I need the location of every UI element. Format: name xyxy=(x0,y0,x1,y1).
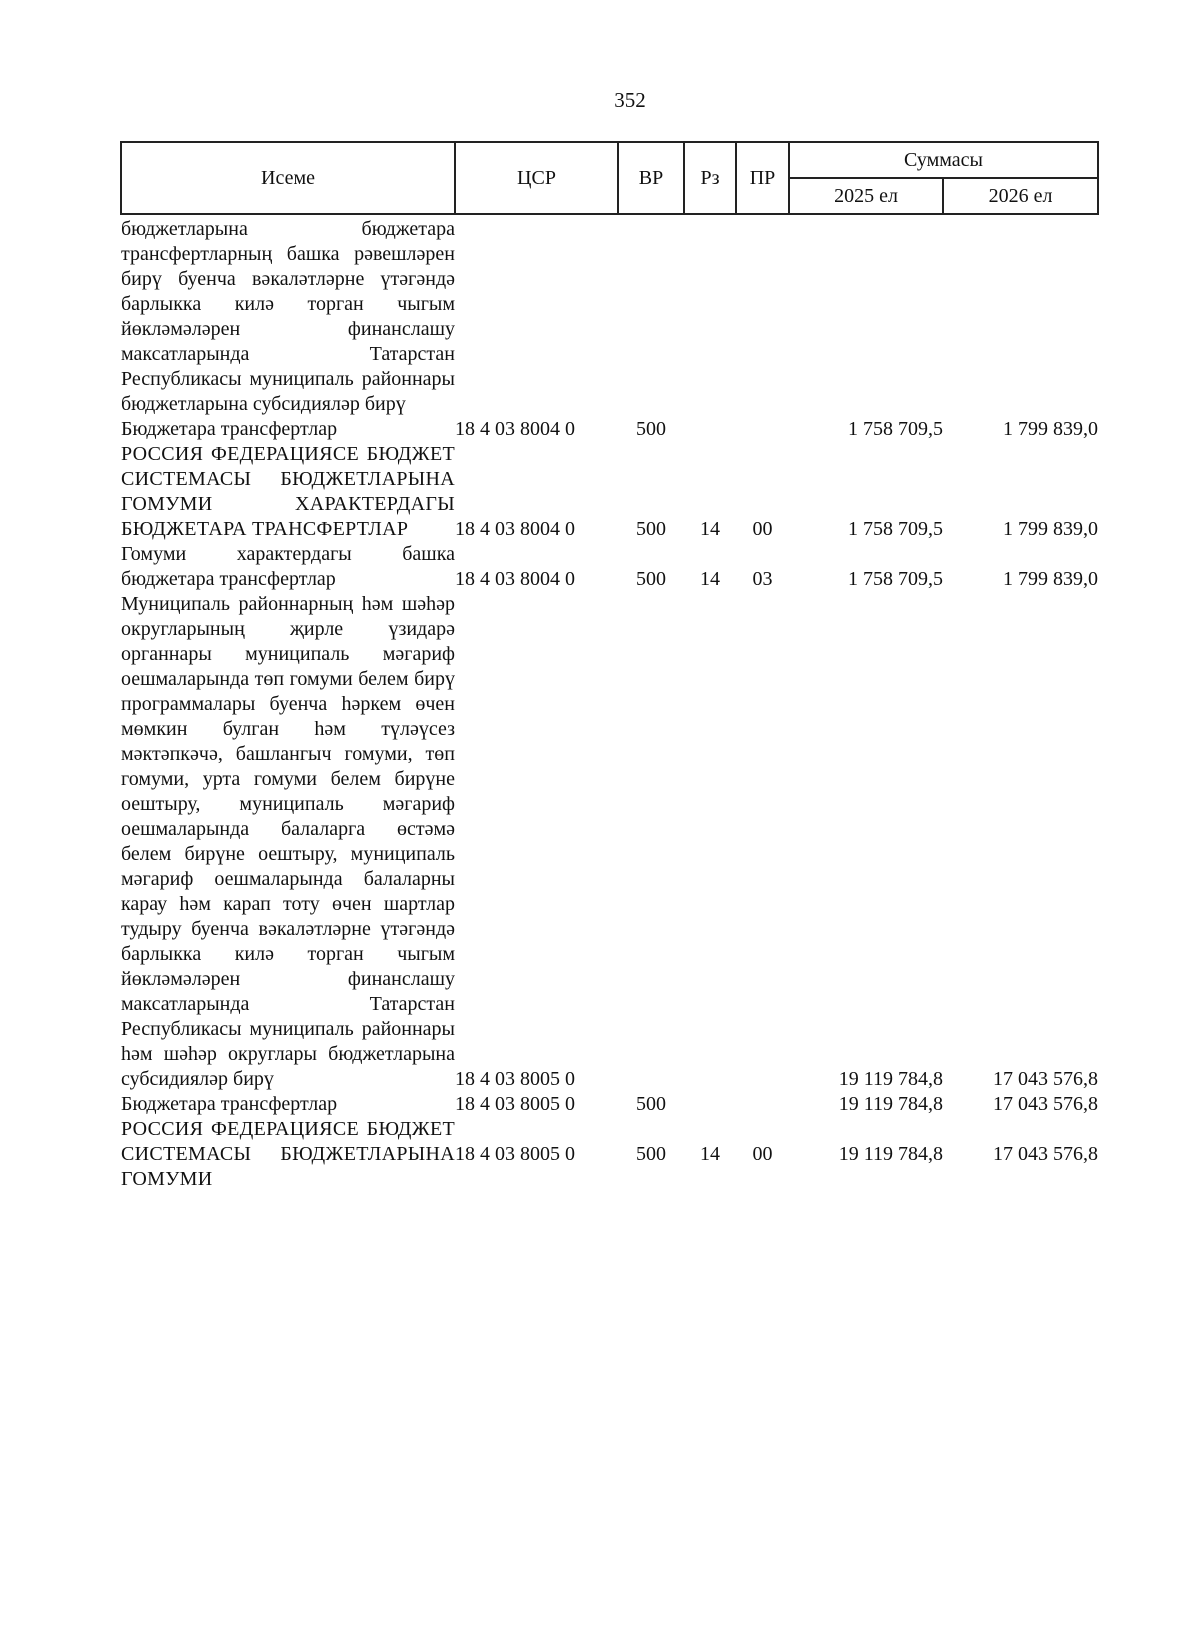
header-sums: Суммасы xyxy=(789,142,1098,178)
row-csr: 18 4 03 8005 0 xyxy=(455,1143,575,1165)
row-rz xyxy=(684,592,736,1092)
row-sum-2025: 19 119 784,8 xyxy=(838,1093,943,1115)
header-pr: ПР xyxy=(736,142,789,214)
row-name: РОССИЯ ФЕДЕРАЦИЯСЕ БЮДЖЕТ СИСТЕМАСЫ БЮДЖЕТЛАРЫНА ГОМУМИ xyxy=(121,1118,455,1190)
row-csr: 18 4 03 8004 0 xyxy=(455,568,575,590)
table-header xyxy=(121,142,1098,214)
row-rz: 14 xyxy=(700,568,720,590)
row-rz xyxy=(684,417,736,442)
row-csr xyxy=(455,214,618,417)
row-vr xyxy=(618,214,684,417)
header-name: Исеме xyxy=(121,142,455,214)
row-sum-2025: 19 119 784,8 xyxy=(838,1143,943,1165)
row-vr: 500 xyxy=(636,1143,666,1165)
table-row xyxy=(121,417,1098,442)
row-name: Муниципаль районнарның һәм шәһәр округларының җирле үзидарә органнары муниципаль мәгариф оешмаларында төп гомуми белем бирү программалары буенча һәркем өчен мөмкин булган һәм түләүсез мәктәпкәчә, башлангыч гомуми, төп гомуми, урта гомуми белем бирүне оештыру, муниципаль мәгариф оешмаларында балаларга өстәмә белем бирүне оештыру, муниципаль мәгариф оешмаларында балаларны карау һәм карап тоту өчен шартлар тудыру буенча вәкаләтләрне үтәгәндә барлыкка килә торган чыгым йөкләмәләрен финанслашу максатларында Татарстан Республикасы муниципаль районнары һәм шәһәр округлары бюджетларына субсидияләр бирү xyxy=(121,593,455,1090)
row-vr: 500 xyxy=(636,568,666,590)
row-rz xyxy=(684,214,736,417)
row-sum-2026: 17 043 576,8 xyxy=(993,1093,1098,1115)
row-pr: 03 xyxy=(752,568,773,590)
row-name: бюджетларына бюджетара трансфертларның башка рәвешләрен бирү буенча вәкаләтләрне үтәгәндә барлыкка килә торган чыгым йөкләмәләрен финанслашу максатларында Татарстан Республикасы муниципаль районнары бюджетларына субсидияләр бирү xyxy=(121,218,455,415)
header-rz: Рз xyxy=(684,142,736,214)
row-rz: 14 xyxy=(700,1143,720,1165)
table-row xyxy=(121,214,1098,417)
table-row xyxy=(121,442,1098,542)
row-pr xyxy=(736,214,789,417)
row-vr: 500 xyxy=(636,1093,666,1115)
row-vr: 500 xyxy=(636,418,666,440)
page-number: 352 xyxy=(614,88,646,112)
row-sum-2025: 1 758 709,5 xyxy=(848,418,943,440)
row-csr: 18 4 03 8004 0 xyxy=(455,418,575,440)
row-sum-2026: 17 043 576,8 xyxy=(993,1068,1098,1090)
row-sum-2026 xyxy=(943,214,1098,417)
header-year-2025: 2025 ел xyxy=(789,178,943,214)
row-pr: 00 xyxy=(752,518,773,540)
row-name: Бюджетара трансфертлар xyxy=(121,1093,338,1115)
row-vr: 500 xyxy=(636,518,666,540)
row-pr xyxy=(736,1092,789,1117)
row-csr: 18 4 03 8005 0 xyxy=(455,1068,575,1090)
row-sum-2026: 1 799 839,0 xyxy=(1003,568,1098,590)
header-vr: ВР xyxy=(618,142,684,214)
row-name: Гомуми характердагы башка бюджетара трансфертлар xyxy=(121,543,455,590)
row-pr xyxy=(736,592,789,1092)
table-row xyxy=(121,1117,1098,1192)
row-vr xyxy=(618,592,684,1092)
row-rz xyxy=(684,1092,736,1117)
row-sum-2026: 1 799 839,0 xyxy=(1003,518,1098,540)
table-row xyxy=(121,542,1098,592)
row-sum-2026: 1 799 839,0 xyxy=(1003,418,1098,440)
row-name: РОССИЯ ФЕДЕРАЦИЯСЕ БЮДЖЕТ СИСТЕМАСЫ БЮДЖЕТЛАРЫНА ГОМУМИ ХАРАКТЕРДАГЫ БЮДЖЕТАРА ТРАНСФЕРТЛАР xyxy=(121,443,455,540)
row-rz: 14 xyxy=(700,518,720,540)
row-sum-2026: 17 043 576,8 xyxy=(993,1143,1098,1165)
row-sum-2025: 1 758 709,5 xyxy=(848,568,943,590)
budget-table xyxy=(120,141,1099,1192)
row-sum-2025 xyxy=(789,214,943,417)
row-csr: 18 4 03 8004 0 xyxy=(455,518,575,540)
row-pr: 00 xyxy=(752,1143,773,1165)
table-row xyxy=(121,592,1098,1092)
row-pr xyxy=(736,417,789,442)
row-sum-2025: 19 119 784,8 xyxy=(838,1068,943,1090)
row-csr: 18 4 03 8005 0 xyxy=(455,1093,575,1115)
table-row xyxy=(121,1092,1098,1117)
row-sum-2025: 1 758 709,5 xyxy=(848,518,943,540)
row-name: Бюджетара трансфертлар xyxy=(121,418,338,440)
header-csr: ЦСР xyxy=(455,142,618,214)
header-year-2026: 2026 ел xyxy=(943,178,1098,214)
